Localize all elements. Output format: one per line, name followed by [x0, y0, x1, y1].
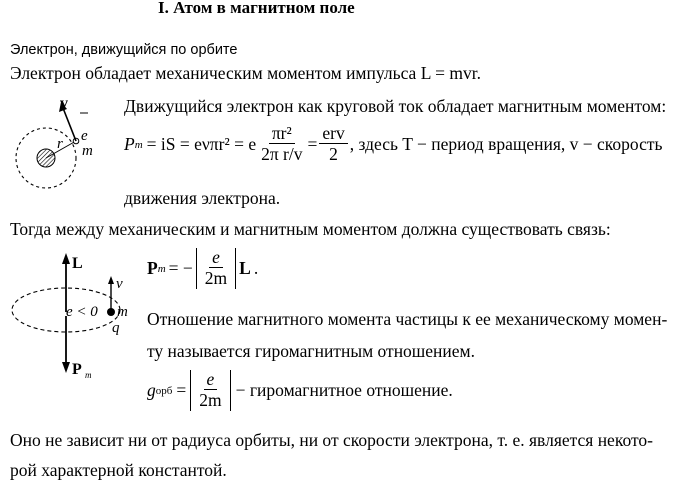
label-e-negative: e < 0 — [66, 304, 98, 320]
label-q: q — [112, 320, 120, 336]
label-e: e — [81, 128, 88, 144]
formula-gyromagnetic: g орб = $\frac{e}{2m}$ − гиромагнитное отношение. — [147, 369, 453, 411]
paragraph-magnetic-moment: Движущийся электрон как круговой ток обладает магнитным моментом: — [124, 96, 667, 116]
paragraph-angular-momentum: Электрон обладает механическим моментом импульса L = mvr. — [10, 63, 481, 83]
paragraph-constant-line1: Оно не зависит ни от радиуса орбиты, ни от скорости электрона, т. е. является некото- — [10, 430, 653, 450]
subheading: Электрон, движущийся по орбите — [10, 42, 238, 58]
label-v: v — [60, 95, 68, 112]
formula-magnetic-moment: P m = iS = eνπr² = e $\frac{\text{πr²}}{\text{2π r/v}}$ = $\frac{\text{erv}}{2}$ , здесь T − период вращения, v − скорость — [124, 123, 663, 165]
section-heading: I. Атом в магнитном поле — [158, 0, 355, 17]
orbit-figure — [8, 94, 118, 190]
velocity-arrow — [63, 108, 76, 141]
label-m: m — [82, 143, 93, 159]
moments-figure — [8, 250, 138, 380]
paragraph-velocity-cont: движения электрона. — [124, 188, 281, 208]
paragraph-constant-line2: рой характерной константой. — [10, 460, 227, 480]
electron-dot-2 — [107, 308, 115, 316]
formula-relation: P m = − $\frac{e}{2m}$ L . — [147, 247, 259, 289]
paragraph-gyro-line2: ту называется гиромагнитным отношением. — [147, 341, 475, 361]
paragraph-relation: Тогда между механическим и магнитным моментом должна существовать связь: — [10, 219, 611, 239]
label-P: P — [72, 361, 82, 378]
label-L: L — [72, 255, 83, 272]
paragraph-gyro-line1: Отношение магнитного момента частицы к ее механическому момен- — [147, 309, 668, 329]
label-P-sub: m — [85, 370, 92, 380]
label-r: r — [57, 136, 63, 152]
label-v2: v — [116, 276, 123, 292]
label-m2: m — [117, 304, 128, 320]
